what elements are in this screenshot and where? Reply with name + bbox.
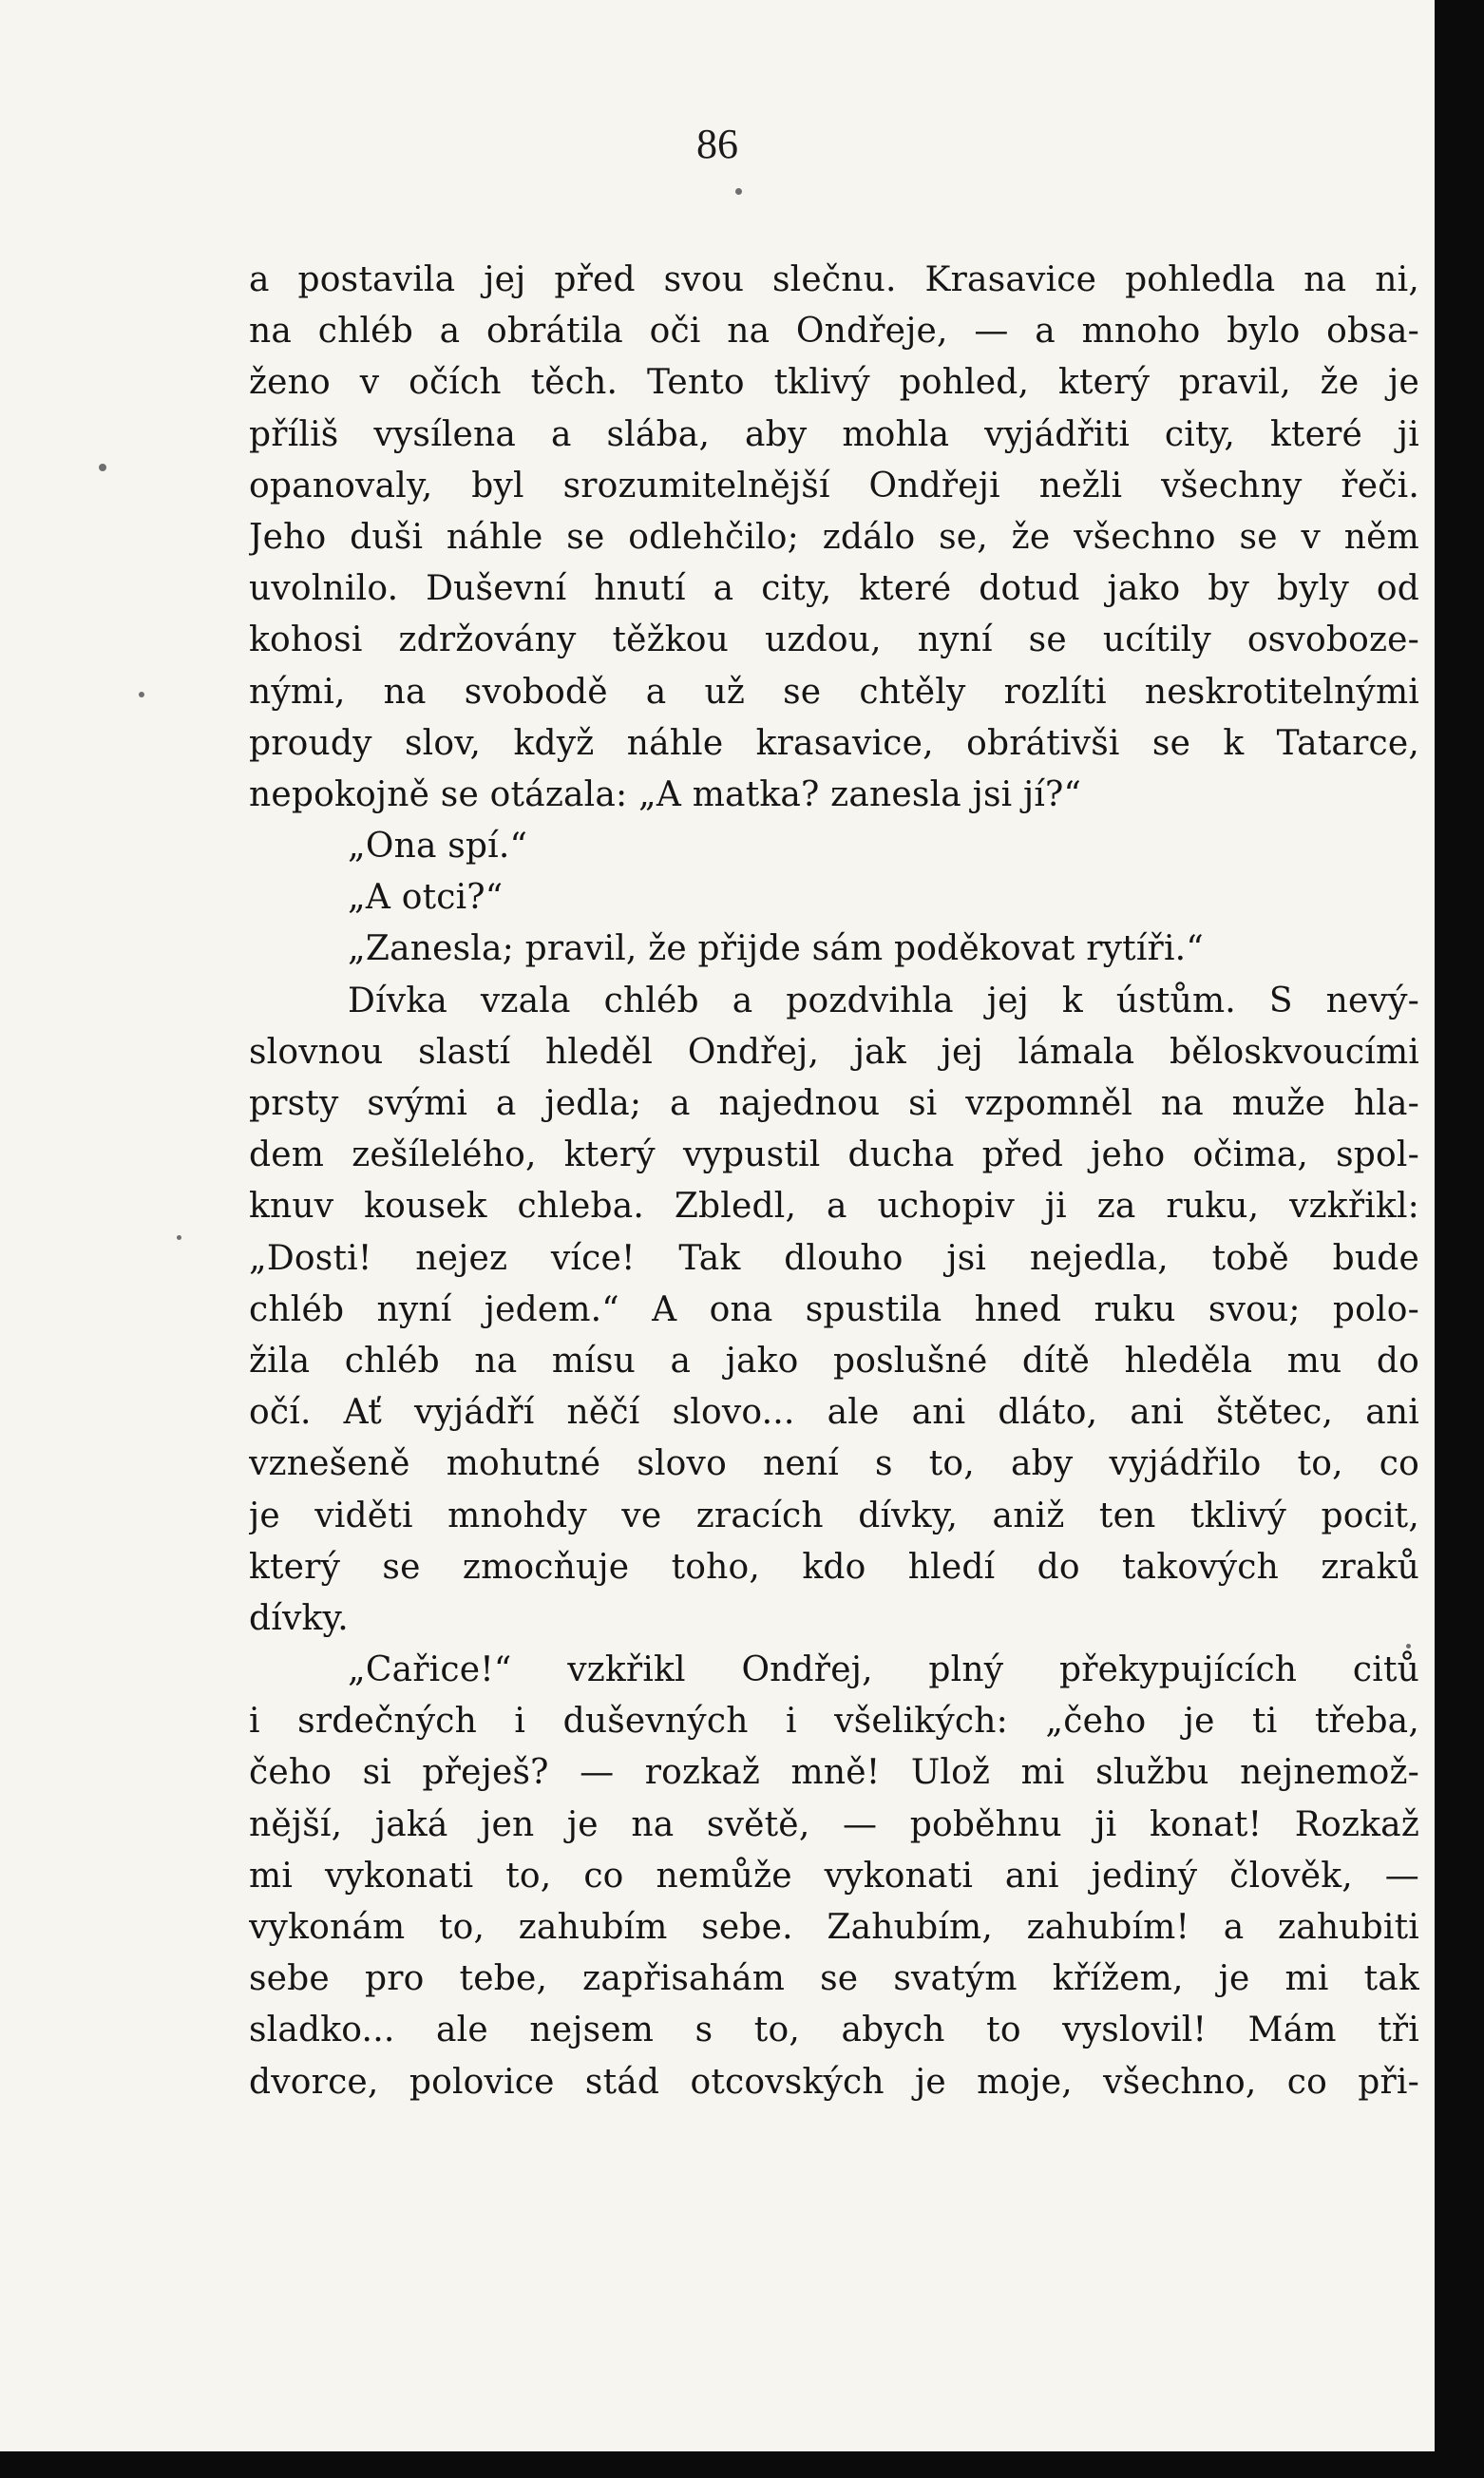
- text-line: dvorce, polovice stád otcovských je moje, všechno, co při-: [249, 2062, 1419, 2102]
- text-line: očí. Ať vyjádří něčí slovo... ale ani dláto, ani štětec, ani: [249, 1393, 1419, 1433]
- text-line: který se zmocňuje toho, kdo hledí do takových zraků: [249, 1547, 1419, 1587]
- dialogue-line: „Zanesla; pravil, že přijde sám poděkovat rytíři.“: [348, 929, 1204, 969]
- text-line: nější, jaká jen je na světě, — poběhnu ji konat! Rozkaž: [249, 1804, 1419, 1844]
- text-line: i srdečných i duševných i všelikých: „čeho je ti třeba,: [249, 1702, 1419, 1742]
- scan-border-right: [1435, 0, 1484, 2478]
- body-text: [249, 255, 1419, 2108]
- text-line: chléb nyní jedem.“ A ona spustila hned ruku svou; polo-: [249, 1289, 1419, 1329]
- page-number: 86: [696, 121, 738, 167]
- text-line: dívky.: [249, 1598, 349, 1638]
- dialogue-line: „Ona spí.“: [348, 827, 528, 867]
- text-line: slovnou slastí hleděl Ondřej, jak jej lámala běloskvoucími: [249, 1032, 1419, 1072]
- print-speck: [735, 188, 742, 195]
- text-line: vznešeně mohutné slovo není s to, aby vyjádřilo to, co: [249, 1444, 1419, 1484]
- print-speck: [139, 692, 144, 697]
- text-line: proudy slov, když náhle krasavice, obrátivši se k Tatarce,: [249, 723, 1419, 763]
- text-line: prsty svými a jedla; a najednou si vzpomněl na muže hla-: [249, 1084, 1419, 1123]
- text-line: nepokojně se otázala: „A matka? zanesla jsi jí?“: [249, 774, 1082, 814]
- text-line: dem zešílelého, který vypustil ducha před jeho očima, spol-: [249, 1135, 1419, 1175]
- scan-border-bottom: [0, 2451, 1484, 2478]
- print-speck: [177, 1235, 181, 1240]
- text-line: a postavila jej před svou slečnu. Krasavice pohledla na ni,: [249, 260, 1419, 299]
- text-line: Jeho duši náhle se odlehčilo; zdálo se, že všechno se v něm: [249, 517, 1419, 557]
- text-line: ženo v očích těch. Tento tklivý pohled, který pravil, že je: [249, 363, 1419, 403]
- text-line: opanovaly, byl srozumitelnější Ondřeji nežli všechny řeči.: [249, 466, 1419, 505]
- text-line: čeho si přeješ? — rozkaž mně! Ulož mi službu nejnemož-: [249, 1753, 1419, 1793]
- text-line: „Dosti! nejez více! Tak dlouho jsi nejedla, tobě bude: [249, 1238, 1419, 1278]
- text-line: nými, na svobodě a už se chtěly rozlíti neskrotitelnými: [249, 672, 1419, 712]
- paragraph-start-line: Dívka vzala chléb a pozdvihla jej k ústům. S nevý-: [348, 981, 1419, 1020]
- text-line: sebe pro tebe, zapřisahám se svatým křížem, je mi tak: [249, 1959, 1419, 1999]
- dialogue-line: „A otci?“: [348, 878, 504, 918]
- text-line: na chléb a obrátila oči na Ondřeje, — a mnoho bylo obsa-: [249, 312, 1419, 352]
- text-line: uvolnilo. Duševní hnutí a city, které dotud jako by byly od: [249, 569, 1419, 609]
- text-line: kohosi zdržovány těžkou uzdou, nyní se ucítily osvoboze-: [249, 620, 1419, 660]
- text-line: příliš vysílena a slába, aby mohla vyjádřiti city, které ji: [249, 414, 1419, 454]
- text-line: mi vykonati to, co nemůže vykonati ani jediný člověk, —: [249, 1856, 1419, 1896]
- text-line: vykonám to, zahubím sebe. Zahubím, zahubím! a zahubiti: [249, 1908, 1419, 1947]
- text-line: žila chléb na mísu a jako poslušné dítě hleděla mu do: [249, 1341, 1419, 1381]
- text-line: je viděti mnohdy ve zracích dívky, aniž ten tklivý pocit,: [249, 1496, 1419, 1535]
- print-speck: [99, 464, 106, 471]
- text-line: knuv kousek chleba. Zbledl, a uchopiv ji za ruku, vzkřikl:: [249, 1187, 1419, 1227]
- paragraph-start-line: „Cařice!“ vzkřikl Ondřej, plný překypujících citů: [348, 1650, 1419, 1690]
- text-line: sladko... ale nejsem s to, abych to vyslovil! Mám tři: [249, 2011, 1419, 2050]
